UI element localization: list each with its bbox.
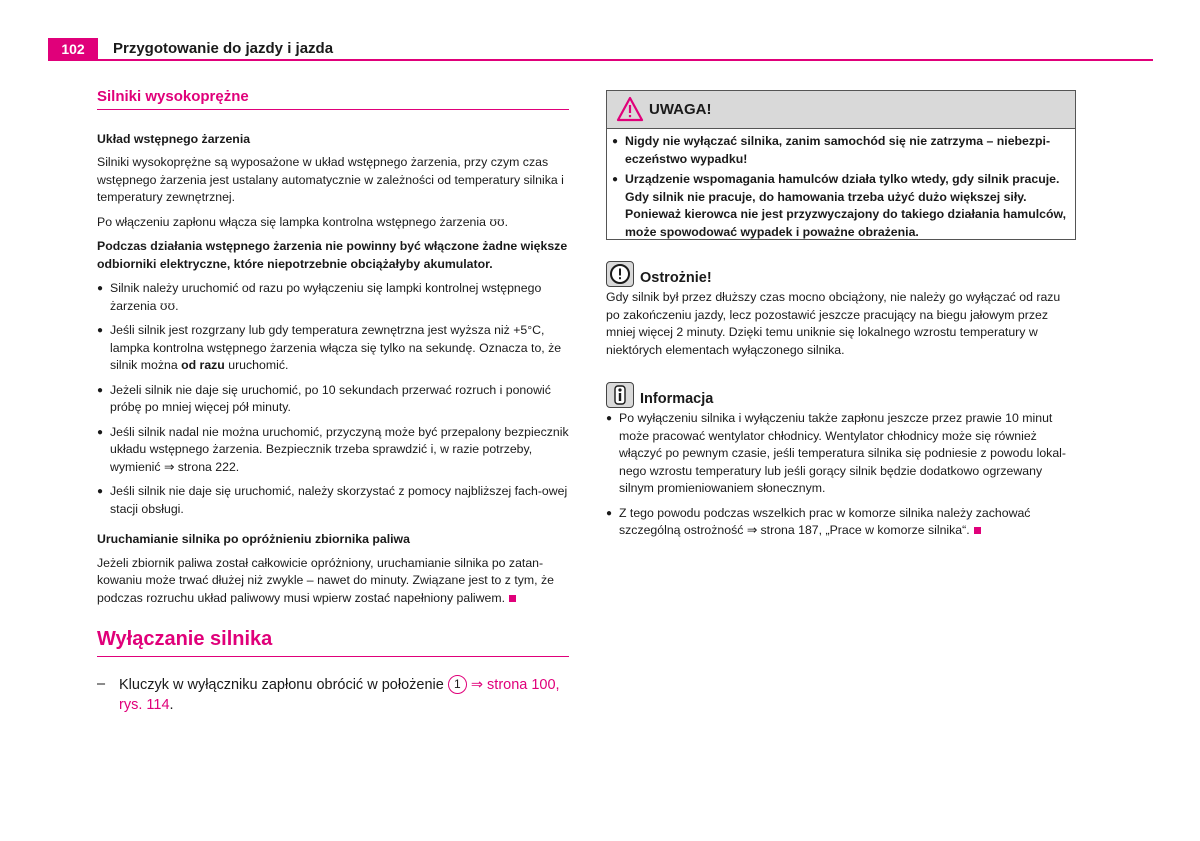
glow-warning-para: Podczas działania wstępnego żarzenia nie powinny być włączone żadne większe odbiorniki elektryczne, które niepotrzebnie obciążałyby akumulator. xyxy=(97,239,568,271)
header-rule xyxy=(48,59,1153,61)
glow-heading: Układ wstępnego żarzenia xyxy=(97,131,251,146)
caution-title: Ostrożnie! xyxy=(640,269,712,286)
caution-text: Gdy silnik był przez dłuższy czas mocno obciążony, nie należy go wyłączać od razu po zakończeniu jazdy, lecz pozostawić jeszcze pracujący na biegu jałowym przez mniej więcej 2 minuty. Dzięki temu uniknie się lokalnego wzrostu temperatury w niektórych elementach wyłączonego silnika. xyxy=(606,290,1061,357)
bullet-icon: ● xyxy=(97,384,104,396)
list-item: ● Jeżeli silnik nie daje się uruchomić, po 10 sekundach przerwać rozruch i ponowić próbę po mniej więcej pół minuty. xyxy=(97,382,569,417)
list-item: ● Urządzenie wspomagania hamulców działa tylko wtedy, gdy silnik pracuje. Gdy silnik nie pracuje, do hamowania trzeba użyć dużo większej siły. Ponieważ kierowca nie jest przyzwyczajony do takiego działania hamulców, może spowodować wypadek i poważne obrażenia. xyxy=(612,171,1070,241)
empty-tank-heading: Uruchamianie silnika po opróżnieniu zbiornika paliwa xyxy=(97,532,410,546)
warning-header xyxy=(607,91,1075,129)
ignition-position-badge: 1 xyxy=(448,675,467,694)
bullet-icon: ● xyxy=(612,174,619,185)
caution-icon xyxy=(606,261,634,287)
warning-triangle-icon xyxy=(616,96,644,122)
end-square-icon xyxy=(974,527,981,534)
warning-box xyxy=(606,90,1076,240)
bullet-icon: ● xyxy=(612,136,619,147)
section-title-diesel: Silniki wysokoprężne xyxy=(97,88,569,110)
bullet-icon: ● xyxy=(97,426,104,438)
end-square-icon xyxy=(509,595,516,602)
info-icon xyxy=(606,382,634,408)
glow-plug-icon: ʊʊ xyxy=(159,298,176,313)
step-dash: – xyxy=(97,676,106,692)
shutdown-step: – Kluczyk w wyłączniku zapłonu obrócić w położenie 1 ⇒ strona 100, rys. 114. xyxy=(97,675,569,715)
glow-plug-icon: ʊʊ xyxy=(489,214,505,229)
caution-section xyxy=(606,261,1076,366)
list-item: ● Silnik należy uruchomić od razu po wyłączeniu się lampki kontrolnej wstępnego żarzenia ʊʊ. xyxy=(97,280,569,315)
glow-para1: Silniki wysokoprężne są wyposażone w układ wstępnego żarzenia, przy czym czas wstępnego żarzenia jest ustalany automatycznie w zależności od temperatury silnika i temperatury zewnętrznej. xyxy=(97,155,564,204)
bullet-icon: ● xyxy=(97,486,104,497)
bullet-icon: ● xyxy=(97,325,104,336)
list-item: ● Po wyłączeniu silnika i wyłączeniu także zapłonu jeszcze przez prawie 10 minut może pracować wentylator chłodnicy. Wentylator chłodnicy może się również włączyć po pewnym czasie, jeśli temperatura silnika się podniesie z powodu lokal-nego wzrostu temperatury lub jeśli gorący silnik będzie dodatkowo ogrzewany silnym promieniowaniem słonecznym. xyxy=(606,410,1076,498)
info-title: Informacja xyxy=(640,390,714,407)
bullet-icon: ● xyxy=(97,283,104,294)
empty-tank-para: Jeżeli zbiornik paliwa został całkowicie opróżniony, uruchamianie silnika po zatan-kowaniu może trwać dłużej niż zwykle – nawet do minuty. Związane jest to z tym, że podczas rozruchu układ paliwowy musi wpierw zostać napełniony paliwem. xyxy=(97,555,554,605)
chapter-title: Przygotowanie do jazdy i jazda xyxy=(113,40,334,57)
shutdown-section xyxy=(97,628,569,715)
page-number: 102 xyxy=(48,38,98,61)
glow-para2: Po włączeniu zapłonu włącza się lampka kontrolna wstępnego żarzenia ʊʊ. xyxy=(97,214,509,229)
bullet-icon: ● xyxy=(606,413,613,424)
list-item: ● Jeśli silnik nie daje się uruchomić, należy skorzystać z pomocy najbliższej fach-owej stacji obsługi. xyxy=(97,483,569,518)
page-reference-link[interactable]: ⇒ strona 100, rys. 114 xyxy=(119,677,560,713)
shutdown-title: Wyłączanie silnika xyxy=(97,628,569,657)
bullet-icon: ● xyxy=(606,507,613,519)
info-section xyxy=(606,382,1076,547)
list-item: ● Jeśli silnik nadal nie można uruchomić, przyczyną może być przepalony bezpiecznik układu wstępnego żarzenia. Bezpiecznik trzeba sprawdzić i, w razie potrzeby, wymienić ⇒ strona 222. xyxy=(97,424,569,477)
left-column xyxy=(97,88,569,614)
warning-body xyxy=(607,129,1075,241)
list-item: ● Z tego powodu podczas wszelkich prac w komorze silnika należy zachować szczególną ostrożność ⇒ strona 187, „Prace w komorze silnika“. xyxy=(606,505,1076,540)
list-item: ● Jeśli silnik jest rozgrzany lub gdy temperatura zewnętrzna jest wyższa niż +5°C, lampka kontrolna wstępnego żarzenia włącza się tylko na sekundę. Oznacza to, że silnik można od razu uruchomić. xyxy=(97,322,569,375)
warning-title: UWAGA! xyxy=(649,101,712,118)
list-item: ● Nigdy nie wyłączać silnika, zanim samochód się nie zatrzyma – niebezpi-eczeństwo wypadku! xyxy=(612,133,1070,168)
